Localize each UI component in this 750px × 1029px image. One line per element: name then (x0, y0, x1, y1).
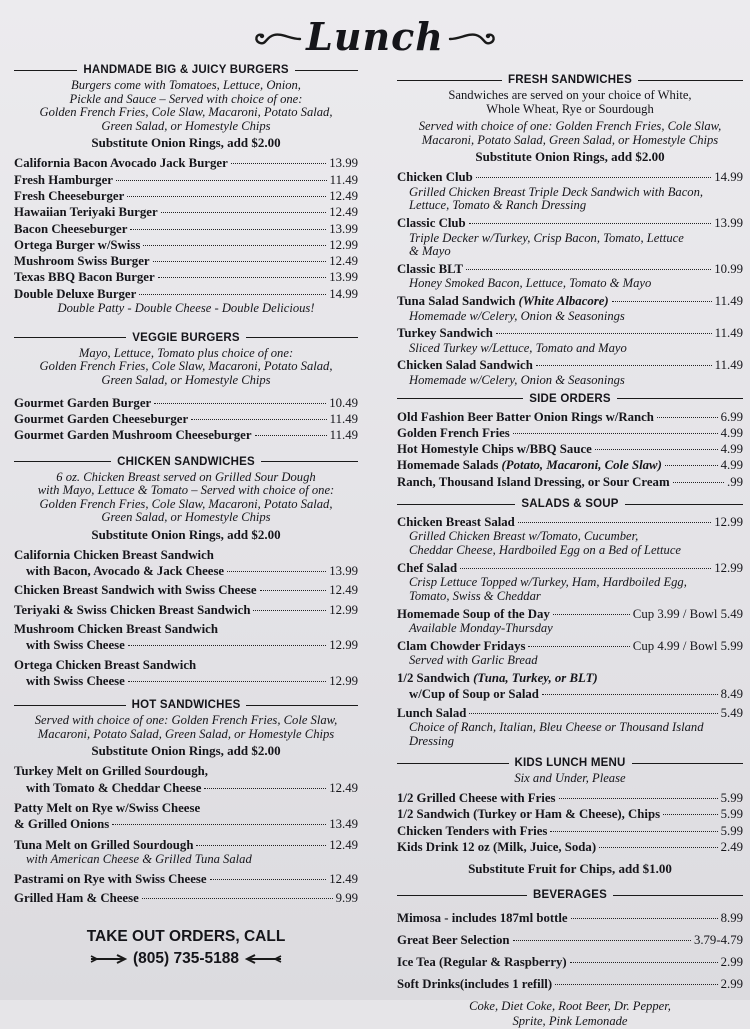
menu-item: Ranch, Thousand Island Dressing, or Sour Cream .99 (397, 474, 743, 489)
menu-item: Mushroom Swiss Burger 12.49 (14, 254, 358, 269)
menu-item: Lunch Salad 5.49 Choice of Ranch, Italian, Bleu Cheese or Thousand Island Dressing (397, 705, 743, 748)
burgers-tagline: Double Patty - Double Cheese - Double Delicious! (57, 301, 315, 316)
menu-item: Homemade Soup of the Day Cup 3.99 / Bowl 5.49 Available Monday-Thursday (397, 606, 743, 636)
menu-item: Ortega Chicken Breast Sandwich with Swiss Cheese 12.99 (14, 657, 358, 688)
menu-item: Mimosa - includes 187ml bottle 8.99 (397, 911, 743, 926)
arrow-right-icon (89, 954, 129, 964)
menu-item: Classic Club 13.99 Triple Decker w/Turkey, Crisp Bacon, Tomato, Lettuce & Mayo (397, 216, 743, 259)
takeout-label: TAKE OUT ORDERS, CALL (86, 928, 286, 946)
menu-item: Hawaiian Teriyaki Burger 12.49 (14, 205, 358, 220)
menu-item: Chicken Breast Salad 12.99 Grilled Chicken Breast w/Tomato, Cucumber, Cheddar Cheese, Hardboiled Egg on a Bed of Lettuce (397, 515, 743, 558)
fresh-bread-description: Sandwiches are served on your choice of White, Whole Wheat, Rye or Sourdough (448, 88, 692, 116)
right-flourish-icon (448, 27, 498, 47)
menu-item: 1/2 Sandwich (Turkey or Ham & Cheese), Chips 5.99 (397, 807, 743, 822)
veggie-heading: VEGGIE BURGERS (14, 330, 358, 346)
hot-description: Served with choice of one: Golden French Fries, Cole Slaw, Macaroni, Potato Salad, Green Salad, or Homestyle Chips (34, 713, 338, 741)
menu-item: Chicken Breast Sandwich with Swiss Cheese 12.49 (14, 583, 358, 598)
menu-item: Great Beer Selection 3.79-4.79 (397, 933, 743, 948)
hot-note: Substitute Onion Rings, add $2.00 (91, 743, 281, 759)
menu-item: Texas BBQ Bacon Burger 13.99 (14, 270, 358, 285)
beverages-heading: BEVERAGES (397, 887, 743, 903)
chicken-heading: CHICKEN SANDWICHES (14, 454, 358, 470)
fresh-list (397, 169, 743, 387)
burgers-heading: HANDMADE BIG & JUICY BURGERS (14, 62, 358, 78)
menu-item: Gourmet Garden Mushroom Cheeseburger 11.49 (14, 428, 358, 443)
menu-item: Gourmet Garden Burger 10.49 (14, 395, 358, 410)
menu-item: Chicken Club 14.99 Grilled Chicken Breast Triple Deck Sandwich with Bacon, Lettuce, Tomato & Ranch Dressing (397, 170, 743, 213)
menu-item: Old Fashion Beer Batter Onion Rings w/Ranch 6.99 (397, 409, 743, 424)
phone-number[interactable]: (805) 735-5188 (133, 950, 239, 968)
veggie-description: Mayo, Lettuce, Tomato plus choice of one: Golden French Fries, Cole Slaw, Macaroni, Potato Salad, Green Salad, or Homestyle Chips (39, 345, 333, 388)
hot-sandwiches-heading: HOT SANDWICHES (14, 697, 358, 713)
page-title: Lunch (306, 14, 444, 59)
hot-list (14, 763, 358, 906)
burgers-note: Substitute Onion Rings, add $2.00 (91, 135, 281, 151)
menu-item: California Bacon Avocado Jack Burger 13.99 (14, 156, 358, 171)
fresh-note: Substitute Onion Rings, add $2.00 (475, 149, 665, 165)
chicken-note: Substitute Onion Rings, add $2.00 (91, 526, 281, 542)
menu-item: Pastrami on Rye with Swiss Cheese 12.49 (14, 871, 358, 886)
salads-list (397, 514, 743, 748)
kids-list (397, 790, 743, 855)
menu-item: Grilled Ham & Cheese 9.99 (14, 891, 358, 906)
menu-item: Chicken Tenders with Fries 5.99 (397, 823, 743, 838)
menu-item: Turkey Melt on Grilled Sourdough, with Tomato & Cheddar Cheese 12.49 (14, 764, 358, 795)
menu-item: Clam Chowder Fridays Cup 4.99 / Bowl 5.99 Served with Garlic Bread (397, 638, 743, 668)
menu-item: Double Deluxe Burger 14.99 (14, 286, 358, 301)
left-flourish-icon (252, 27, 302, 47)
kids-description: Six and Under, Please (514, 771, 626, 786)
menu-title (0, 14, 750, 64)
fresh-sandwiches-heading: FRESH SANDWICHES (397, 72, 743, 88)
menu-item: Homemade Salads (Potato, Macaroni, Cole Slaw) 4.99 (397, 458, 743, 473)
menu-item: 1/2 Grilled Cheese with Fries 5.99 (397, 791, 743, 806)
menu-item: Chef Salad 12.99 Crisp Lettuce Topped w/Turkey, Ham, Hardboiled Egg, Tomato, Swiss & Cheddar (397, 560, 743, 603)
menu-item: Teriyaki & Swiss Chicken Breast Sandwich 12.99 (14, 602, 358, 617)
menu-item: Tuna Salad Sandwich (White Albacore) 11.49 Homemade w/Celery, Onion & Seasonings (397, 294, 743, 323)
sides-list (397, 409, 743, 490)
menu-item: Hot Homestyle Chips w/BBQ Sauce 4.99 (397, 442, 743, 457)
menu-item: California Chicken Breast Sandwich with Bacon, Avocado & Jack Cheese 13.99 (14, 547, 358, 579)
chicken-list (14, 547, 358, 689)
menu-item: Ice Tea (Regular & Raspberry) 2.99 (397, 955, 743, 970)
menu-item: Tuna Melt on Grilled Sourdough 12.49 with American Cheese & Grilled Tuna Salad (14, 837, 358, 866)
fresh-sides-description: Served with choice of one: Golden French Fries, Cole Slaw, Macaroni, Potato Salad, Green Salad, or Homestyle Chips (418, 119, 722, 147)
veggie-list (14, 395, 358, 444)
menu-item: Gourmet Garden Cheeseburger 11.49 (14, 411, 358, 426)
burgers-description: Burgers come with Tomatoes, Lettuce, Onion, Pickle and Sauce – Served with choice of one: Golden French Fries, Cole Slaw, Macaroni, Potato Salad, Green Salad, or Homestyle Chips (39, 78, 333, 133)
right-column (397, 72, 743, 1029)
takeout-block (14, 926, 358, 970)
arrow-left-icon (243, 954, 283, 964)
kids-note: Substitute Fruit for Chips, add $1.00 (468, 861, 672, 877)
menu-item: Ortega Burger w/Swiss 12.99 (14, 237, 358, 252)
menu-item: Mushroom Chicken Breast Sandwich with Swiss Cheese 12.99 (14, 622, 358, 653)
menu-item: Soft Drinks(includes 1 refill) 2.99 (397, 977, 743, 992)
menu-item: Fresh Hamburger 11.49 (14, 172, 358, 187)
menu-item: Classic BLT 10.99 Honey Smoked Bacon, Lettuce, Tomato & Mayo (397, 262, 743, 291)
menu-item: Turkey Sandwich 11.49 Sliced Turkey w/Lettuce, Tomato and Mayo (397, 326, 743, 355)
menu-item: Golden French Fries 4.99 (397, 425, 743, 440)
beverages-list (397, 907, 743, 995)
soft-drink-options: Coke, Diet Coke, Root Beer, Dr. Pepper, Sprite, Pink Lemonade (469, 999, 671, 1029)
menu-item: Chicken Salad Sandwich 11.49 Homemade w/Celery, Onion & Seasonings (397, 358, 743, 387)
menu-item: Fresh Cheeseburger 12.49 (14, 188, 358, 203)
chicken-description: 6 oz. Chicken Breast served on Grilled Sour Dough with Mayo, Lettuce & Tomato – Served with choice of one: Golden French Fries, Cole Slaw, Macaroni, Potato Salad, Green Salad, or Homestyle Chips (37, 469, 335, 525)
kids-menu-heading: KIDS LUNCH MENU (397, 755, 743, 771)
menu-item: Kids Drink 12 oz (Milk, Juice, Soda) 2.49 (397, 839, 743, 854)
burgers-list (14, 155, 358, 315)
menu-item: Bacon Cheeseburger 13.99 (14, 221, 358, 236)
menu-item: Patty Melt on Rye w/Swiss Cheese & Grilled Onions 13.49 (14, 801, 358, 832)
salads-soup-heading: SALADS & SOUP (397, 496, 743, 512)
side-orders-heading: SIDE ORDERS (397, 391, 743, 407)
left-column (14, 62, 358, 970)
menu-item: 1/2 Sandwich (Tuna, Turkey, or BLT) w/Cup of Soup or Salad 8.49 (397, 670, 743, 702)
